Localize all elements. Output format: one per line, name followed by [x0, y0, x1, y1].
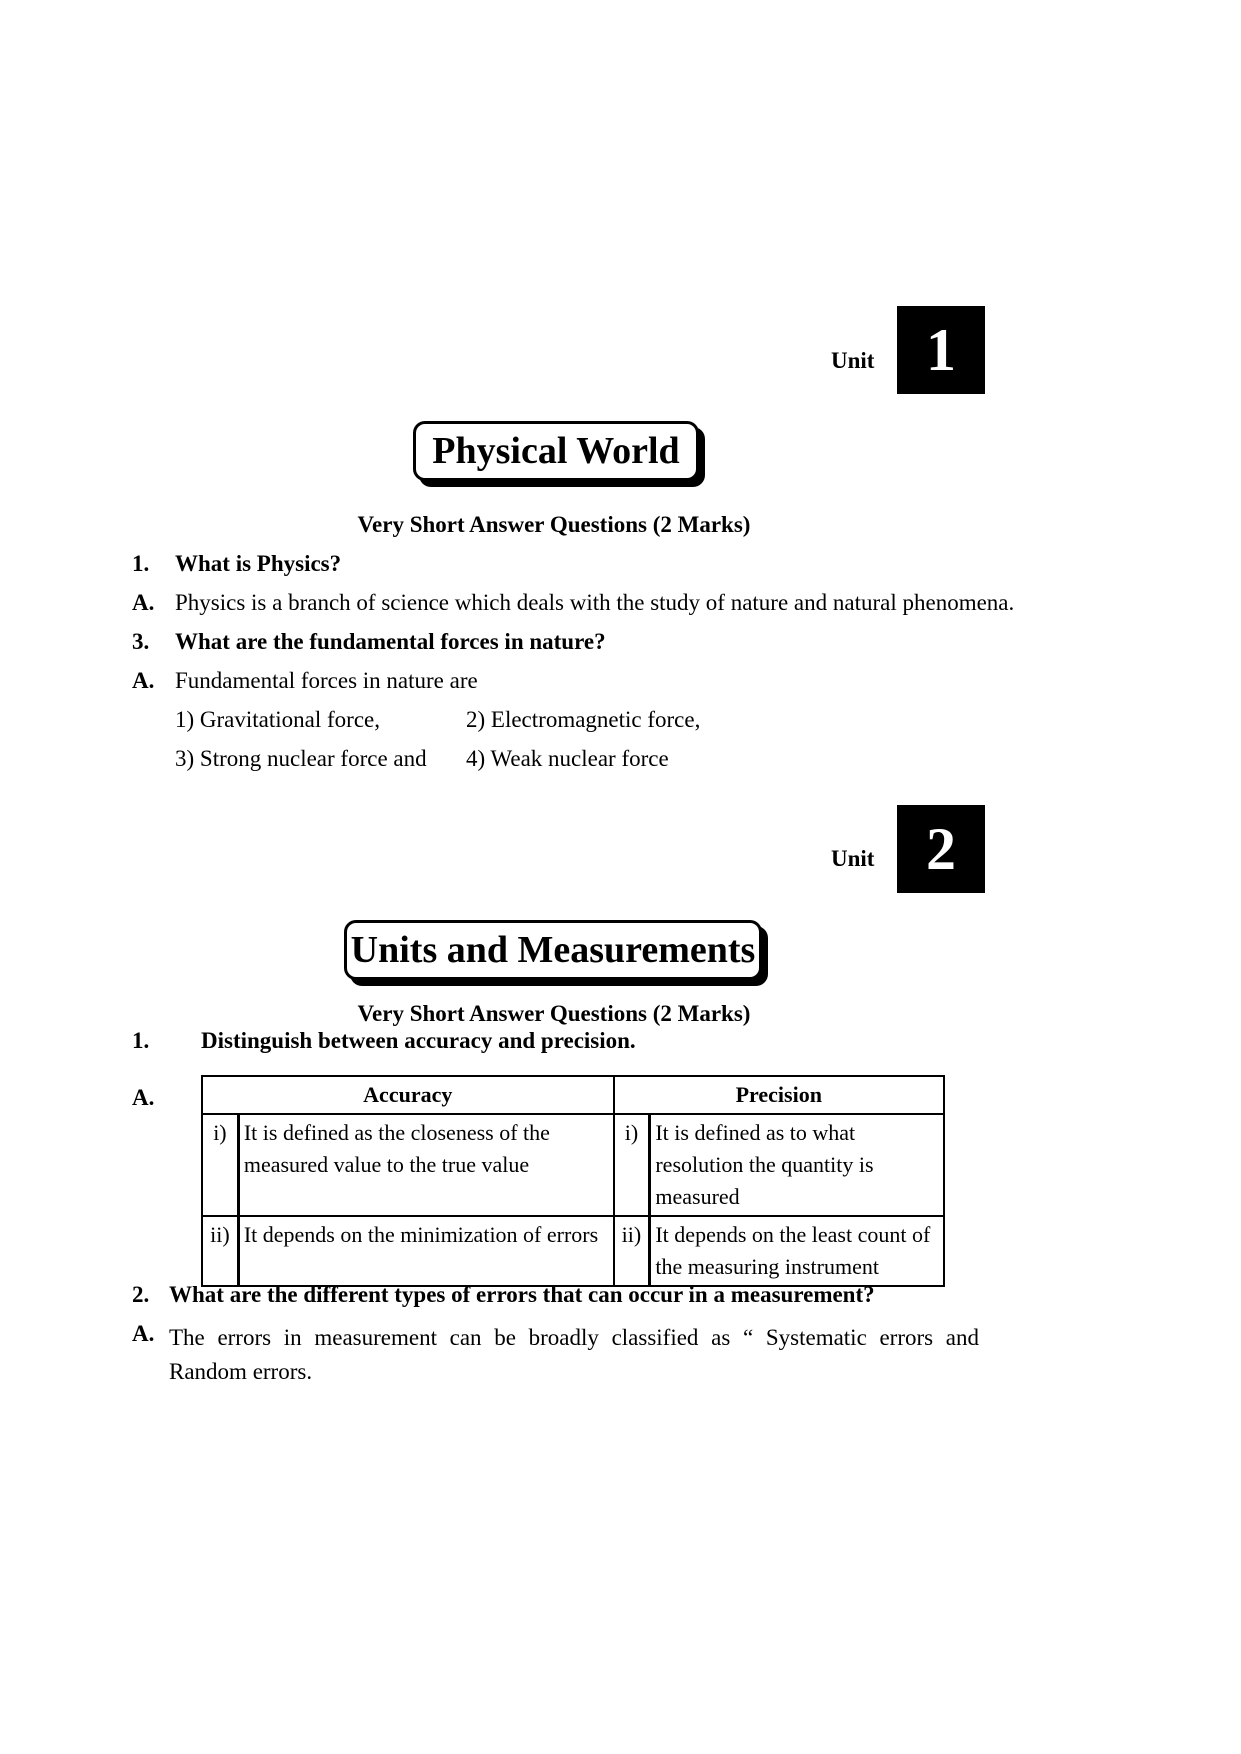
table-row — [202, 1216, 944, 1286]
table-header-row — [202, 1076, 944, 1114]
answer-marker: A. — [132, 668, 155, 693]
precision-cell: It is defined as to what resolution the quantity is measured — [650, 1114, 944, 1216]
question-number: 1. — [132, 1028, 150, 1053]
section-heading: Very Short Answer Questions (2 Marks) — [357, 1001, 751, 1026]
question-text: What are the fundamental forces in nature? — [175, 629, 606, 654]
force-item: 2) Electromagnetic force, — [466, 707, 701, 732]
answer-text: Physics is a branch of science which deals with the study of nature and natural phenomena. — [175, 590, 1015, 615]
row-index: i) — [614, 1114, 650, 1216]
precision-cell: It depends on the least count of the measuring instrument — [650, 1216, 944, 1286]
column-header-precision: Precision — [614, 1076, 944, 1114]
section-heading: Very Short Answer Questions (2 Marks) — [357, 512, 751, 537]
accuracy-cell: It is defined as the closeness of the measured value to the true value — [238, 1114, 613, 1216]
question-text: What is Physics? — [175, 551, 342, 576]
unit-label: Unit — [831, 846, 875, 871]
accuracy-cell: It depends on the minimization of errors — [238, 1216, 613, 1286]
row-index: ii) — [202, 1216, 238, 1286]
chapter-title: Physical World — [413, 421, 699, 481]
question-number: 1. — [132, 551, 150, 576]
row-index: ii) — [614, 1216, 650, 1286]
answer-marker: A. — [132, 1085, 155, 1110]
column-header-accuracy: Accuracy — [202, 1076, 614, 1114]
question-text: What are the different types of errors that can occur in a measurement? — [169, 1282, 875, 1307]
row-index: i) — [202, 1114, 238, 1216]
answer-text: The errors in measurement can be broadly classified as “ Systematic errors and Random errors. — [169, 1325, 979, 1384]
unit-number-badge: 2 — [897, 805, 985, 893]
question-number: 3. — [132, 629, 150, 654]
force-item: 3) Strong nuclear force and — [175, 746, 427, 771]
answer-marker: A. — [132, 1321, 155, 1346]
answer-marker: A. — [132, 590, 155, 615]
unit-number-badge: 1 — [897, 306, 985, 394]
chapter-title: Units and Measurements — [344, 920, 762, 980]
table-row — [202, 1114, 944, 1216]
force-item: 4) Weak nuclear force — [466, 746, 669, 771]
question-number: 2. — [132, 1282, 150, 1307]
question-text: Distinguish between accuracy and precision. — [201, 1028, 636, 1053]
unit-label: Unit — [831, 348, 875, 373]
force-item: 1) Gravitational force, — [175, 707, 380, 732]
answer-text: Fundamental forces in nature are — [175, 668, 478, 693]
comparison-table — [201, 1075, 945, 1287]
